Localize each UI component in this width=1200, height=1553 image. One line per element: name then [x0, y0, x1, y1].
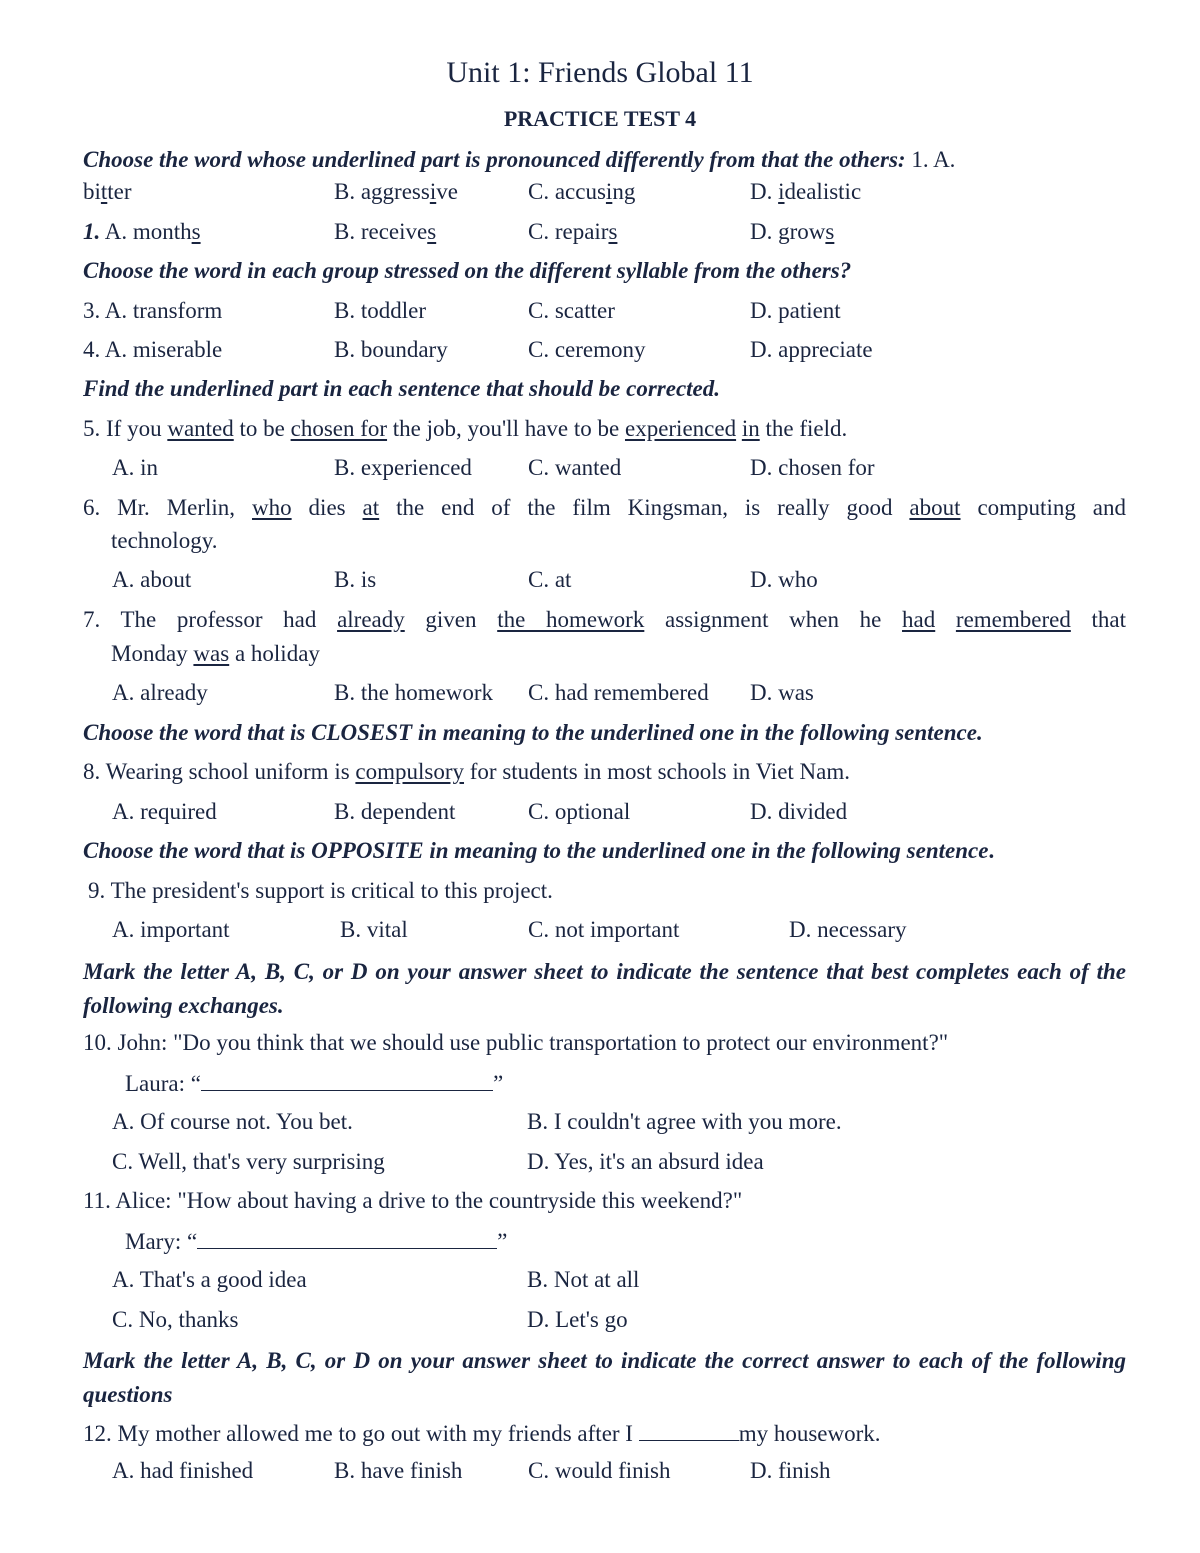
option-b: B. Not at all: [527, 1267, 640, 1292]
option-a: A. had finished: [112, 1458, 254, 1483]
question-7-text: 7. The professor had already given the homework assignment when he had remembered that: [83, 607, 1126, 632]
option-a: A. in: [112, 455, 158, 480]
question-10-reply: Laura: “ ”: [125, 1068, 1168, 1099]
option-c: C. wanted: [528, 455, 622, 480]
section-instruction-exchange: Mark the letter A, B, C, or D on your answer sheet to indicate the sentence that best completes each of the following exchanges.: [83, 959, 1126, 1018]
option-c: C. No, thanks: [112, 1307, 239, 1332]
section-instruction-error: Find the underlined part in each sentence that should be corrected.: [83, 376, 721, 401]
answer-blank: [201, 1068, 493, 1091]
section-instruction-stress: Choose the word in each group stressed on the different syllable from the others?: [83, 258, 852, 283]
section-instruction-antonym: Choose the word that is OPPOSITE in meaning to the underlined one in the following sentence.: [83, 838, 995, 863]
option-b: B. receives: [334, 219, 437, 244]
option-a: 3. A. transform: [83, 298, 223, 323]
option-a-label: A.: [933, 147, 956, 172]
option-c: C. would finish: [528, 1458, 671, 1483]
option-b: B. have finish: [334, 1458, 463, 1483]
option-b: B. the homework: [334, 680, 494, 705]
section-instruction-synonym: Choose the word that is CLOSEST in meaning to the underlined one in the following sentence.: [83, 720, 983, 745]
page-subtitle: PRACTICE TEST 4: [503, 106, 697, 131]
question-5-text: 5. If you wanted to be chosen for the job, you'll have to be experienced in the field.: [83, 416, 848, 441]
option-d: D. grows: [750, 219, 835, 244]
option-b: B. aggressive: [334, 179, 458, 204]
option-d: D. idealistic: [750, 179, 862, 204]
option-c: C. accusing: [528, 179, 636, 204]
question-11-reply: Mary: “ ”: [125, 1226, 1168, 1257]
option-a: A. required: [112, 799, 217, 824]
section-instruction-mcq: Mark the letter A, B, C, or D on your answer sheet to indicate the correct answer to each of the following questions: [83, 1348, 1126, 1407]
option-d: D. Let's go: [527, 1307, 628, 1332]
question-12-text: 12. My mother allowed me to go out with my friends after I my housework.: [83, 1418, 1126, 1449]
option-b: B. dependent: [334, 799, 456, 824]
option-b: B. experienced: [334, 455, 472, 480]
question-10-text: 10. John: "Do you think that we should use public transportation to protect our environment?": [83, 1030, 949, 1055]
question-1-block: [83, 143, 1126, 177]
option-a: A. already: [112, 680, 208, 705]
page-title: Unit 1: Friends Global 11: [446, 56, 754, 89]
question-number: 1.: [911, 147, 934, 172]
option-b: B. toddler: [334, 298, 426, 323]
option-d: D. finish: [750, 1458, 831, 1483]
option-d: D. necessary: [789, 917, 907, 942]
option-b: B. I couldn't agree with you more.: [527, 1109, 842, 1134]
answer-blank: [197, 1226, 497, 1249]
option-d: D. Yes, it's an absurd idea: [527, 1149, 764, 1174]
question-8-text: 8. Wearing school uniform is compulsory for students in most schools in Viet Nam.: [83, 759, 850, 784]
option-c: C. optional: [528, 799, 631, 824]
option-d: D. appreciate: [750, 337, 873, 362]
option-b: B. is: [334, 567, 377, 592]
option-b: B. vital: [340, 917, 408, 942]
option-b: B. boundary: [334, 337, 448, 362]
option-a: 4. A. miserable: [83, 337, 223, 362]
option-c: C. ceremony: [528, 337, 646, 362]
option-a: 1. A. months: [83, 219, 201, 244]
option-a: A. That's a good idea: [112, 1267, 307, 1292]
option-a: A. Of course not. You bet.: [112, 1109, 353, 1134]
question-7-text-line2: Monday was a holiday: [111, 641, 320, 666]
option-a: A. important: [112, 917, 230, 942]
option-a: bitter: [83, 179, 132, 204]
option-d: D. divided: [750, 799, 848, 824]
question-9-text: 9. The president's support is critical to this project.: [88, 878, 553, 903]
option-c: C. not important: [528, 917, 680, 942]
option-d: D. chosen for: [750, 455, 875, 480]
answer-blank: [639, 1418, 739, 1441]
option-c: C. scatter: [528, 298, 615, 323]
option-c: C. at: [528, 567, 572, 592]
option-d: D. patient: [750, 298, 841, 323]
question-6-text: 6. Mr. Merlin, who dies at the end of the film Kingsman, is really good about computing and: [83, 495, 1126, 520]
option-d: D. who: [750, 567, 818, 592]
question-11-text: 11. Alice: "How about having a drive to the countryside this weekend?": [83, 1188, 743, 1213]
option-a: A. about: [112, 567, 192, 592]
option-d: D. was: [750, 680, 814, 705]
option-c: C. Well, that's very surprising: [112, 1149, 385, 1174]
question-6-text-line2: technology.: [111, 528, 218, 553]
section-instruction-pronunciation: Choose the word whose underlined part is pronounced differently from that the others:: [83, 147, 906, 172]
option-c: C. repairs: [528, 219, 618, 244]
option-c: C. had remembered: [528, 680, 709, 705]
